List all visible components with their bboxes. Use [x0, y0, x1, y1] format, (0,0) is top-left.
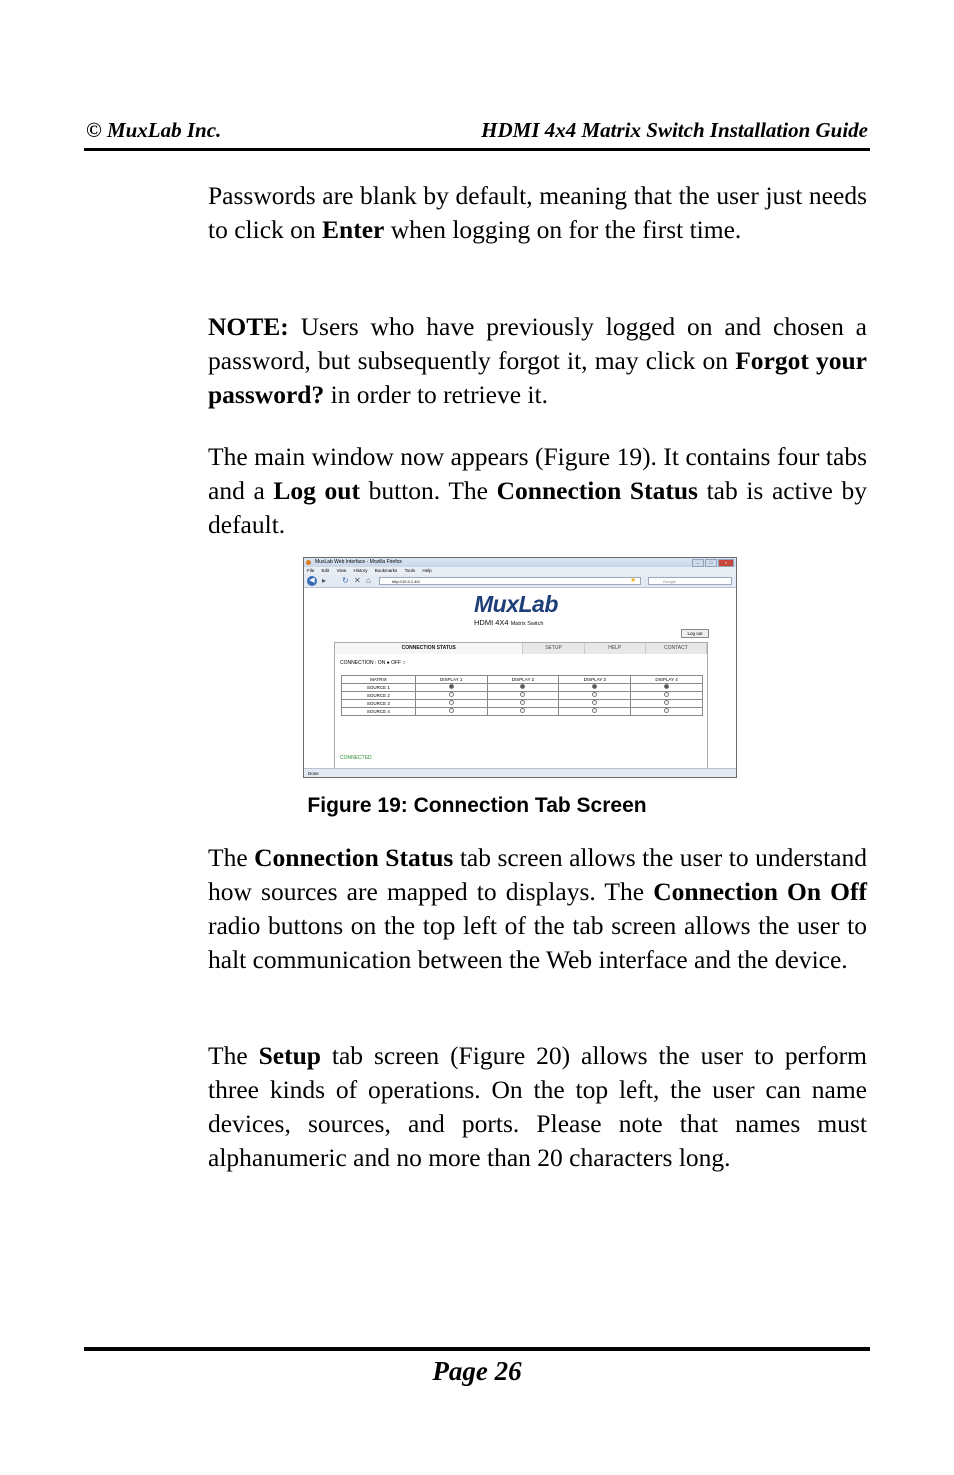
maximize-icon[interactable]: □ — [705, 559, 717, 567]
text: tab screen (Figure 20) allows the user to perform three kinds of operations. On the top left, the user can name devices, sources, and ports. Please note that names must alphanumeric and no more than 20 characters long. — [208, 1041, 867, 1172]
radio-cell[interactable] — [487, 700, 559, 708]
bold-text: Setup — [258, 1041, 321, 1070]
radio-unselected[interactable] — [592, 692, 597, 697]
search-input[interactable]: Google — [648, 577, 732, 585]
menu-view[interactable]: View — [336, 568, 347, 573]
bold-text: Forgot your password? — [208, 346, 867, 409]
matrix-table — [341, 675, 703, 716]
url-input[interactable]: http://10.0.1.40/ — [379, 577, 641, 585]
status-bar: Done — [304, 768, 736, 777]
radio-cell[interactable] — [415, 692, 487, 700]
connection-toggle[interactable]: CONNECTION : ON ● OFF ○ — [340, 660, 406, 666]
tab-setup[interactable]: SETUP — [523, 643, 584, 654]
bold-text: Enter — [322, 215, 385, 244]
bold-text: Connection Status — [254, 843, 454, 872]
bold-text: Connection On Off — [653, 877, 867, 906]
menu-help[interactable]: Help — [422, 568, 432, 573]
header-left: © MuxLab Inc. — [86, 118, 222, 142]
radio-cell[interactable] — [487, 684, 559, 692]
radio-unselected[interactable] — [664, 692, 669, 697]
row-label: SOURCE 3 — [342, 700, 416, 708]
window-title: MuxLab Web Interface - Mozilla Firefox — [315, 559, 402, 565]
text: Users who have previously logged on and chosen a password, but subsequently forgot it, may click on — [208, 312, 867, 375]
product-name: HDMI 4X4 — [474, 618, 509, 627]
row-label: SOURCE 1 — [342, 684, 416, 692]
radio-cell[interactable] — [631, 708, 703, 716]
radio-unselected[interactable] — [664, 708, 669, 713]
menu-edit[interactable]: Edit — [321, 568, 330, 573]
radio-cell[interactable] — [487, 692, 559, 700]
radio-unselected[interactable] — [449, 700, 454, 705]
page-header — [84, 114, 870, 151]
bold-text: NOTE: — [208, 312, 289, 341]
table-row — [342, 700, 703, 708]
footer-rule — [84, 1347, 870, 1351]
radio-unselected[interactable] — [520, 692, 525, 697]
back-icon[interactable]: ◀ — [307, 576, 317, 586]
paragraph-4 — [208, 841, 867, 977]
radio-cell[interactable] — [415, 700, 487, 708]
radio-cell[interactable] — [415, 684, 487, 692]
header-right: HDMI 4x4 Matrix Switch Installation Guide — [481, 118, 868, 142]
table-row — [342, 692, 703, 700]
radio-cell[interactable] — [415, 708, 487, 716]
header-cell: DISPLAY 3 — [559, 676, 631, 684]
tab-contact[interactable]: CONTACT — [646, 643, 707, 654]
bookmark-star-icon[interactable]: ★ — [630, 577, 637, 584]
reload-icon[interactable]: ↻ — [342, 576, 349, 585]
tab-bar — [335, 643, 707, 654]
text: The — [208, 1041, 259, 1070]
menu-bookmarks[interactable]: Bookmarks — [374, 568, 398, 573]
header-cell: DISPLAY 2 — [487, 676, 559, 684]
tab-connection-status[interactable]: CONNECTION STATUS — [335, 643, 523, 654]
radio-cell[interactable] — [631, 684, 703, 692]
menu-history[interactable]: History — [353, 568, 368, 573]
home-icon[interactable]: ⌂ — [366, 576, 371, 585]
radio-unselected[interactable] — [449, 708, 454, 713]
tab-panel — [334, 642, 708, 774]
bold-text: Connection Status — [496, 476, 698, 505]
radio-unselected[interactable] — [449, 692, 454, 697]
radio-cell[interactable] — [631, 692, 703, 700]
window-controls — [692, 559, 734, 567]
text: when logging on for the first time. — [384, 215, 742, 244]
tab-help[interactable]: HELP — [585, 643, 646, 654]
product-subtitle: Matrix Switch — [510, 621, 544, 627]
paragraph-5 — [208, 1039, 867, 1175]
muxlab-logo: MuxLab — [474, 591, 558, 617]
minimize-icon[interactable]: – — [692, 559, 704, 567]
radio-selected[interactable] — [592, 684, 597, 689]
paragraph-2 — [208, 310, 867, 412]
radio-unselected[interactable] — [520, 700, 525, 705]
nav-toolbar — [304, 575, 736, 588]
paragraph-1 — [208, 179, 867, 247]
text: button. The — [359, 476, 497, 505]
text: The — [208, 843, 255, 872]
web-content — [304, 588, 736, 768]
figure-caption: Figure 19: Connection Tab Screen — [307, 794, 647, 817]
menu-bar — [304, 567, 736, 575]
table-row — [342, 708, 703, 716]
close-icon[interactable]: × — [718, 559, 734, 567]
firefox-icon — [306, 560, 311, 565]
text: The main window now appears (Figure 19). It contains four tabs and a — [208, 442, 867, 505]
table-row — [342, 684, 703, 692]
radio-unselected[interactable] — [664, 700, 669, 705]
radio-unselected[interactable] — [592, 700, 597, 705]
radio-cell[interactable] — [559, 684, 631, 692]
header-cell: DISPLAY 4 — [631, 676, 703, 684]
text: tab is active by default. — [208, 476, 867, 539]
radio-unselected[interactable] — [592, 708, 597, 713]
radio-cell[interactable] — [559, 708, 631, 716]
connected-status: CONNECTED — [340, 755, 372, 761]
radio-unselected[interactable] — [520, 708, 525, 713]
bold-text: Log out — [273, 476, 360, 505]
stop-icon[interactable]: ✕ — [354, 576, 361, 585]
paragraph-3 — [208, 440, 867, 542]
menu-tools[interactable]: Tools — [404, 568, 416, 573]
figure-screenshot — [303, 557, 737, 778]
row-label: SOURCE 2 — [342, 692, 416, 700]
logout-button[interactable]: Log out — [681, 629, 709, 638]
radio-selected[interactable] — [664, 684, 669, 689]
radio-cell[interactable] — [631, 700, 703, 708]
text: Passwords are blank by default, meaning that the user just needs to click on — [208, 181, 867, 244]
forward-icon[interactable]: ▸ — [322, 576, 327, 585]
radio-cell[interactable] — [559, 692, 631, 700]
text: in order to retrieve it. — [324, 380, 548, 409]
text: tab screen allows the user to understand how sources are mapped to displays. The — [208, 843, 867, 906]
menu-file[interactable]: File — [307, 568, 315, 573]
table-header-row — [342, 676, 703, 684]
header-cell: MATRIX — [342, 676, 416, 684]
page-number: Page 26 — [432, 1356, 522, 1386]
header-cell: DISPLAY 1 — [415, 676, 487, 684]
radio-cell[interactable] — [487, 708, 559, 716]
radio-selected[interactable] — [449, 684, 454, 689]
window-titlebar — [304, 558, 736, 567]
radio-selected[interactable] — [520, 684, 525, 689]
text: radio buttons on the top left of the tab screen allows the user to halt communication between the Web interface and the device. — [208, 911, 867, 974]
product-title — [474, 618, 543, 629]
row-label: SOURCE 4 — [342, 708, 416, 716]
radio-cell[interactable] — [559, 700, 631, 708]
